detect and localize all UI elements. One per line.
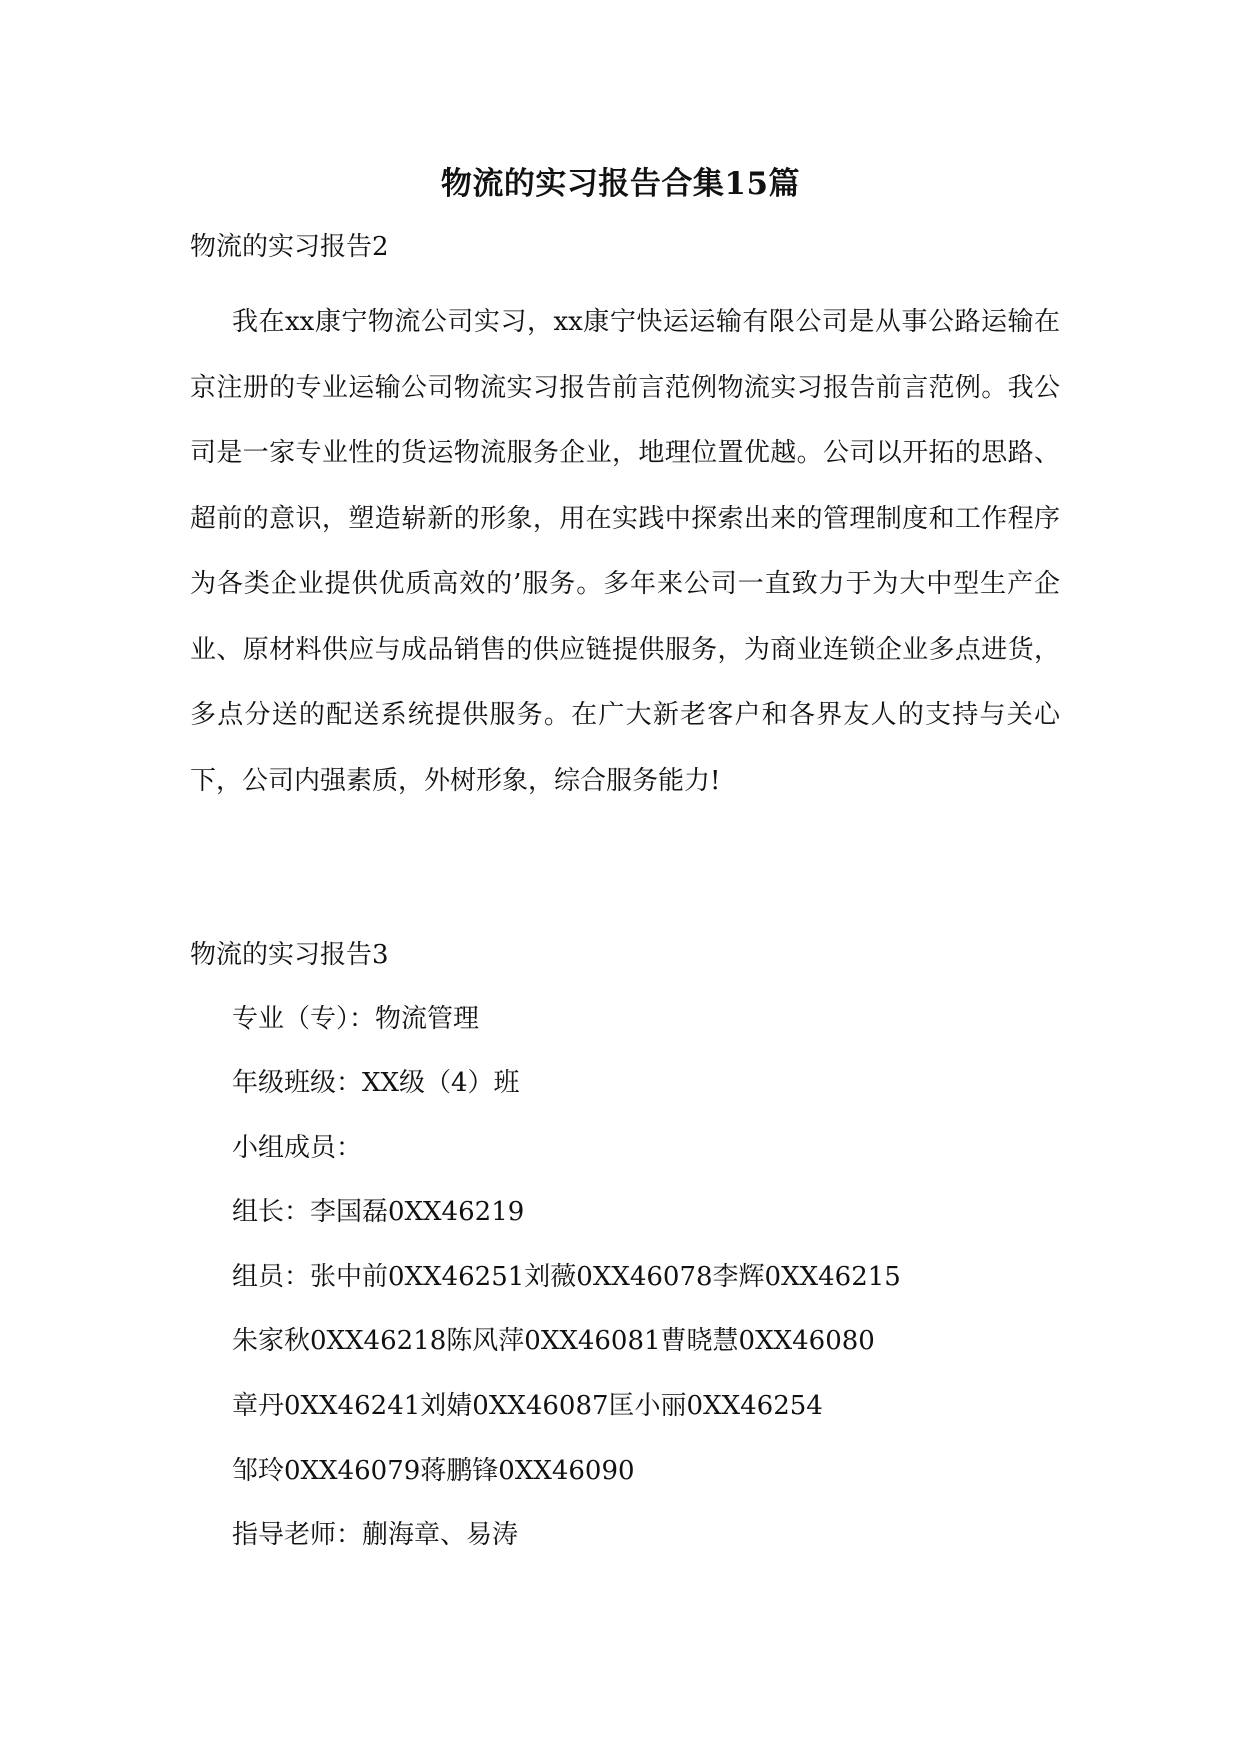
member-line-2: 朱家秋0XX46218陈风萍0XX46081曹晓慧0XX46080: [232, 1326, 875, 1356]
group-leader-line: 组长：李国磊0XX46219: [232, 1197, 525, 1227]
section-2-heading: 物流的实习报告2: [190, 232, 389, 262]
group-members-label: 小组成员：: [232, 1133, 363, 1163]
member-line-1: 组员：张中前0XX46251刘薇0XX46078李辉0XX46215: [232, 1262, 901, 1292]
document-title: 物流的实习报告合集15篇: [440, 166, 801, 202]
section-2-paragraph: 我在xx康宁物流公司实习，xx康宁快运运输有限公司是从事公路运输在京注册的专业运输公司物流实习报告前言范例物流实习报告前言范例。我公司是一家专业性的货运物流服务企业，地理位置优越。公司以开拓的思路、超前的意识，塑造崭新的形象，用在实践中探索出来的管理制度和工作程序为各类企业提供优质高效的’服务。多年来公司一直致力于为大中型生产企业、原材料供应与成品销售的供应链提供服务，为商业连锁企业多点进货，多点分送的配送系统提供服务。在广大新老客户和各界友人的支持与关心下，公司内强素质，外树形象，综合服务能力!: [190, 307, 1060, 796]
member-line-4: 邹玲0XX46079蒋鹏锋0XX46090: [232, 1456, 635, 1486]
advisor-line: 指导老师：蒯海章、易涛: [232, 1520, 519, 1550]
member-line-3: 章丹0XX46241刘婧0XX46087匡小丽0XX46254: [232, 1391, 823, 1421]
section-3-heading: 物流的实习报告3: [190, 940, 389, 970]
major-line: 专业（专）：物流管理: [232, 1004, 480, 1034]
grade-class-line: 年级班级：XX级（4）班: [232, 1068, 520, 1098]
